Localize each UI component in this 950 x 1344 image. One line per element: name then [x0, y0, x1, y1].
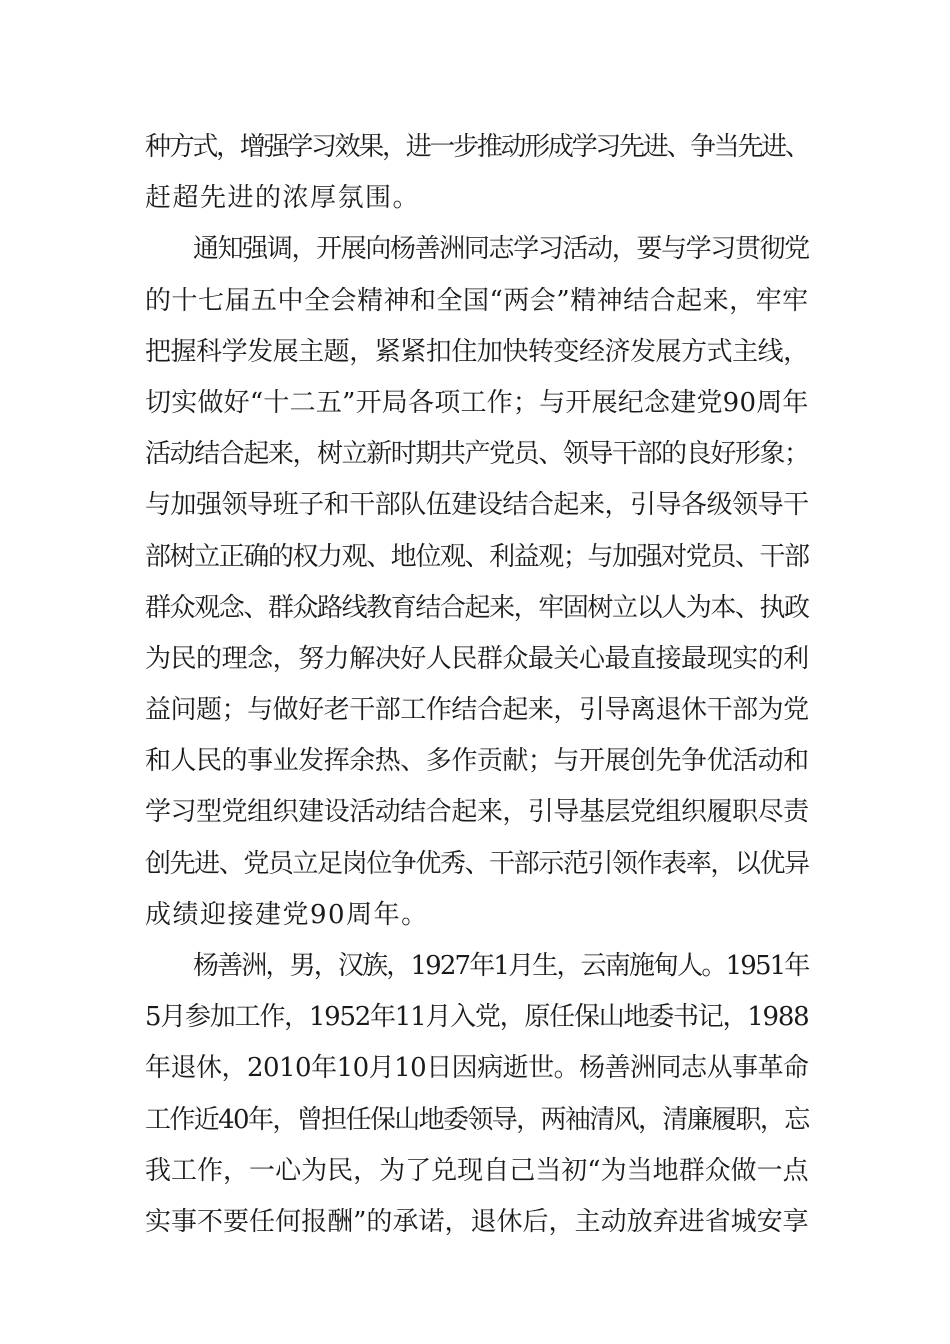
- text-line: 我工作，一心为民，为了兑现自己当初“为当地群众做一点: [145, 1155, 809, 1186]
- text-line: 益问题；与做好老干部工作结合起来，引导离退休干部为党: [145, 695, 809, 726]
- text-line: 种方式，增强学习效果，进一步推动形成学习先进、争当先进、: [145, 132, 809, 162]
- text-line: 5月参加工作，1952年11月入党，原任保山地委书记，1988: [145, 1002, 809, 1033]
- text-line: 的十七届五中全会精神和全国“两会”精神结合起来，牢牢: [145, 285, 809, 316]
- text-line: 与加强领导班子和干部队伍建设结合起来，引导各级领导干: [145, 490, 809, 521]
- text-line: 赶超先进的浓厚氛围。: [145, 183, 421, 214]
- text-line: 群众观念、群众路线教育结合起来，牢固树立以人为本、执政: [145, 592, 809, 623]
- text-line: 切实做好“十二五”开局各项工作；与开展纪念建党90周年: [145, 387, 809, 418]
- text-line: 把握科学发展主题，紧紧扣住加快转变经济发展方式主线，: [145, 336, 809, 367]
- paragraph-1: [145, 122, 810, 224]
- text-line: 年退休，2010年10月10日因病逝世。杨善洲同志从事革命: [145, 1053, 809, 1084]
- text-line: 实事不要任何报酬”的承诺，退休后，主动放弃进省城安享: [145, 1206, 809, 1237]
- text-line: 创先进、党员立足岗位争优秀、干部示范引领作表率，以优异: [145, 848, 809, 879]
- text-line: 为民的理念，努力解决好人民群众最关心最直接最现实的利: [145, 643, 809, 674]
- paragraph-3: [145, 941, 810, 1248]
- text-line: 和人民的事业发挥余热、多作贡献；与开展创先争优活动和: [145, 746, 809, 777]
- text-line: 活动结合起来，树立新时期共产党员、领导干部的良好形象；: [145, 439, 809, 470]
- text-line: 部树立正确的权力观、地位观、利益观；与加强对党员、干部: [145, 541, 809, 572]
- text-line: 通知强调，开展向杨善洲同志学习活动，要与学习贯彻党: [193, 234, 809, 265]
- text-line: 杨善洲，男，汉族，1927年1月生，云南施甸人。1951年: [193, 951, 809, 981]
- text-line: 成绩迎接建党90周年。: [145, 899, 429, 930]
- document-body: [145, 122, 810, 1248]
- text-line: 学习型党组织建设活动结合起来，引导基层党组织履职尽责: [145, 797, 809, 828]
- paragraph-2: [145, 224, 810, 941]
- text-line: 工作近40年，曾担任保山地委领导，两袖清风，清廉履职，忘: [145, 1104, 809, 1135]
